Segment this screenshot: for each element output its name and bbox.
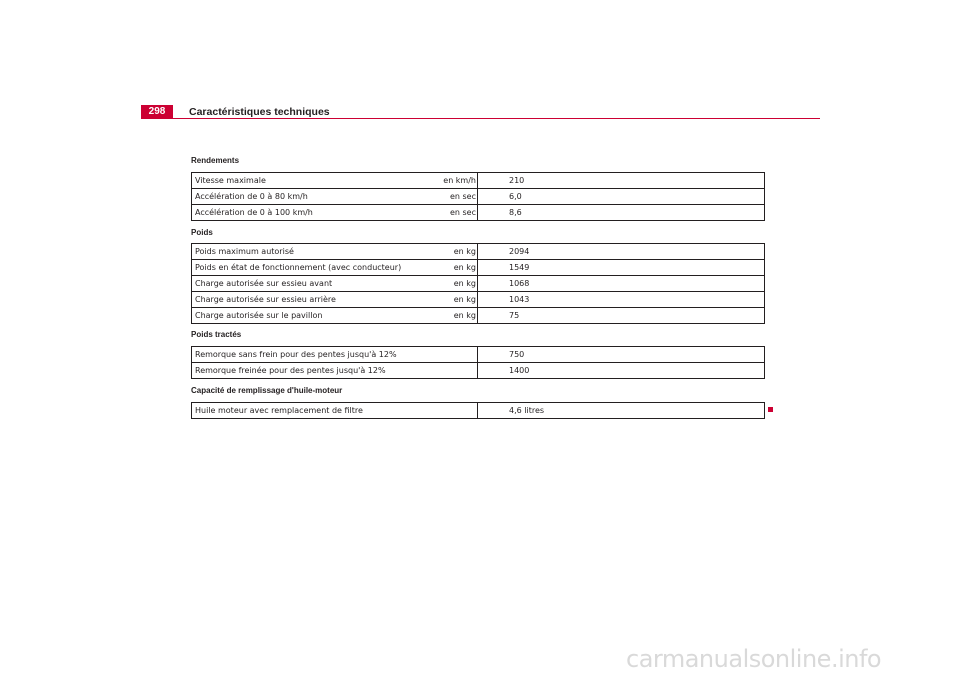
section-end-square-icon bbox=[768, 407, 773, 412]
table-row bbox=[191, 363, 765, 379]
table-border-left bbox=[191, 173, 192, 221]
section-title-rendements: Rendements bbox=[191, 156, 240, 165]
table-row bbox=[191, 292, 765, 308]
row-unit: en sec bbox=[449, 192, 476, 201]
table-row bbox=[191, 347, 765, 363]
table-border-right bbox=[764, 173, 765, 221]
row-value: 1549 bbox=[509, 263, 530, 272]
page-header bbox=[141, 105, 820, 119]
table-row bbox=[191, 205, 765, 221]
row-unit: en kg bbox=[453, 311, 476, 320]
table-border-left bbox=[191, 347, 192, 379]
table-row bbox=[191, 260, 765, 276]
row-label: Remorque sans frein pour des pentes jusqu'à 12% bbox=[195, 350, 397, 359]
table-border-right bbox=[764, 347, 765, 379]
row-value: 8,6 bbox=[509, 208, 522, 217]
table-row bbox=[191, 403, 765, 419]
row-value: 6,0 bbox=[509, 192, 522, 201]
table-column-divider bbox=[477, 403, 478, 419]
table-row bbox=[191, 308, 765, 324]
row-value: 210 bbox=[509, 176, 525, 185]
page-number: 298 bbox=[141, 105, 173, 119]
table-row bbox=[191, 189, 765, 205]
section-title-huile-moteur: Capacité de remplissage d'huile-moteur bbox=[191, 386, 343, 395]
row-label: Accélération de 0 à 80 km/h bbox=[195, 192, 308, 201]
watermark: carmanualsonline.info bbox=[626, 645, 882, 673]
row-value: 750 bbox=[509, 350, 525, 359]
table-column-divider bbox=[477, 347, 478, 379]
table-row bbox=[191, 173, 765, 189]
row-label: Accélération de 0 à 100 km/h bbox=[195, 208, 313, 217]
header-rule bbox=[141, 118, 820, 119]
row-value: 75 bbox=[509, 311, 520, 320]
row-unit: en km/h bbox=[443, 176, 476, 185]
table-column-divider bbox=[477, 244, 478, 324]
table-row bbox=[191, 276, 765, 292]
row-unit: en kg bbox=[453, 263, 476, 272]
row-label: Poids maximum autorisé bbox=[195, 247, 294, 256]
table-rendements bbox=[191, 172, 765, 221]
table-border-left bbox=[191, 244, 192, 324]
row-unit: en kg bbox=[453, 295, 476, 304]
row-label: Poids en état de fonctionnement (avec conducteur) bbox=[195, 263, 402, 272]
table-column-divider bbox=[477, 173, 478, 221]
row-label: Huile moteur avec remplacement de filtre bbox=[195, 406, 363, 415]
row-unit: en sec bbox=[449, 208, 476, 217]
row-value: 1068 bbox=[509, 279, 530, 288]
row-value: 1400 bbox=[509, 366, 530, 375]
section-title-poids-tractes: Poids tractés bbox=[191, 330, 242, 339]
table-poids-tractes bbox=[191, 346, 765, 379]
table-border-right bbox=[764, 403, 765, 419]
table-border-left bbox=[191, 403, 192, 419]
table-huile-moteur bbox=[191, 402, 765, 419]
row-label: Charge autorisée sur essieu arrière bbox=[195, 295, 336, 304]
row-value: 2094 bbox=[509, 247, 530, 256]
row-label: Charge autorisée sur le pavillon bbox=[195, 311, 323, 320]
table-row bbox=[191, 244, 765, 260]
row-label: Vitesse maximale bbox=[195, 176, 266, 185]
section-title-poids: Poids bbox=[191, 228, 213, 237]
table-poids bbox=[191, 243, 765, 324]
row-value: 4,6 litres bbox=[509, 406, 545, 415]
row-label: Charge autorisée sur essieu avant bbox=[195, 279, 333, 288]
page-title: Caractéristiques techniques bbox=[189, 106, 330, 118]
row-unit: en kg bbox=[453, 279, 476, 288]
row-value: 1043 bbox=[509, 295, 530, 304]
row-unit: en kg bbox=[453, 247, 476, 256]
row-label: Remorque freinée pour des pentes jusqu'à 12% bbox=[195, 366, 386, 375]
table-border-right bbox=[764, 244, 765, 324]
